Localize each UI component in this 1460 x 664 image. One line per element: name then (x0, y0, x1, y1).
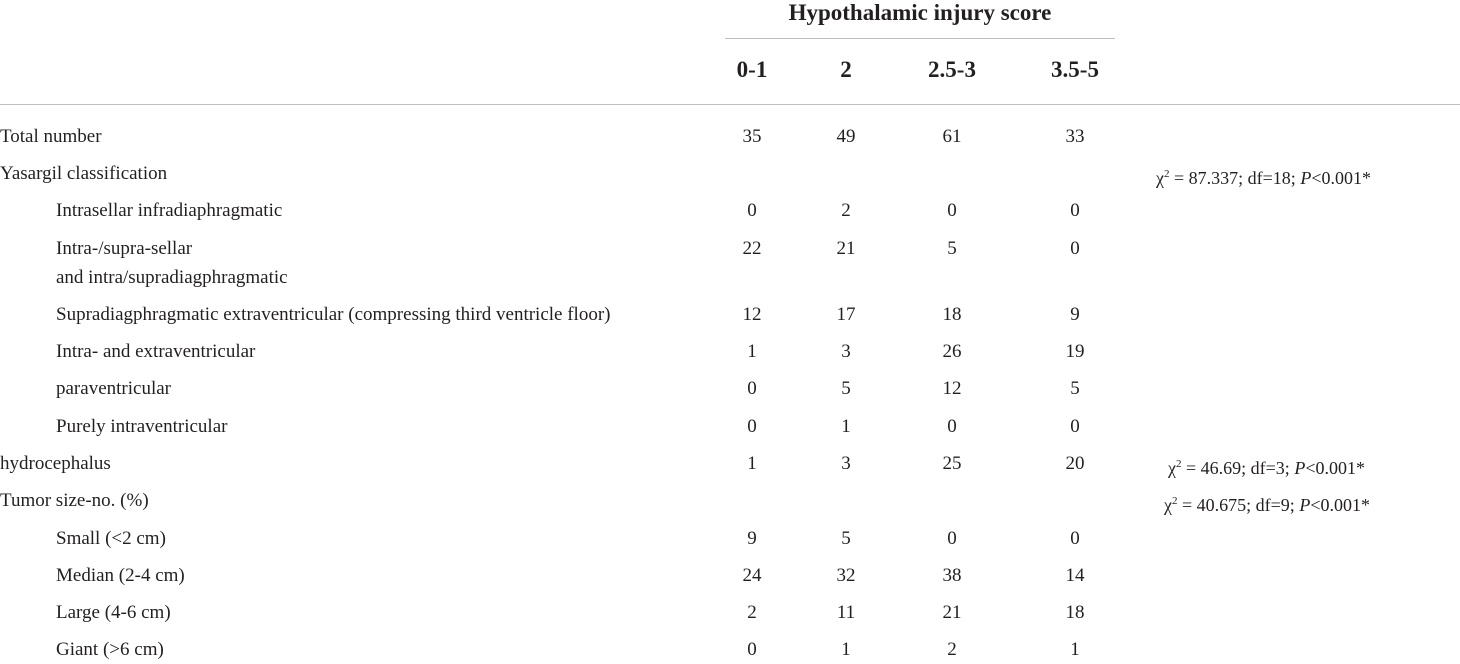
table-cell: 0 (747, 639, 757, 660)
table-cell: 5 (947, 238, 957, 259)
chi-symbol: χ (1156, 168, 1164, 188)
row-label: Small (<2 cm) (56, 528, 166, 549)
table-cell: 26 (942, 341, 962, 362)
table-cell: 17 (836, 304, 856, 325)
statistic-yasargil (1156, 160, 1371, 192)
table-cell: 21 (942, 602, 962, 623)
chi-symbol: χ (1164, 495, 1172, 515)
row-label: Yasargil classification (0, 163, 168, 184)
table-cell: 0 (747, 416, 757, 437)
column-header-3.5-5: 3.5-5 (1051, 57, 1099, 82)
table-cell: 12 (942, 378, 962, 399)
table-cell: 0 (1070, 200, 1080, 221)
table-cell: 33 (1065, 126, 1085, 147)
column-header-0-1: 0-1 (736, 57, 768, 82)
header-divider (0, 104, 1460, 105)
table-cell: 1 (747, 453, 757, 474)
statistic-hydrocephalus (1168, 450, 1365, 482)
table-cell: 1 (1070, 639, 1080, 660)
table-cell: 25 (942, 453, 962, 474)
table-cell: 18 (942, 304, 962, 325)
table-cell: 0 (947, 528, 957, 549)
table-cell: 35 (742, 126, 762, 147)
table-cell: 0 (747, 200, 757, 221)
stat-value: = 87.337; df=18; (1169, 168, 1301, 188)
stat-value: = 46.69; df=3; (1181, 458, 1295, 478)
table-cell: 2 (841, 200, 851, 221)
p-value: <0.001* (1305, 458, 1365, 478)
p-label: P (1299, 495, 1311, 515)
table-group-header: Hypothalamic injury score (725, 0, 1115, 39)
table-cell: 9 (747, 528, 757, 549)
table-cell: 12 (742, 304, 762, 325)
column-header-2.5-3: 2.5-3 (928, 57, 976, 82)
table-cell: 0 (947, 416, 957, 437)
chi-exponent: 2 (1164, 168, 1170, 180)
column-header-2: 2 (840, 57, 852, 82)
p-value: <0.001* (1311, 168, 1371, 188)
table-cell: 0 (947, 200, 957, 221)
row-label: paraventricular (56, 378, 171, 399)
table-cell: 0 (1070, 238, 1080, 259)
table-cell: 20 (1065, 453, 1085, 474)
table-cell: 0 (1070, 528, 1080, 549)
table-cell: 0 (1070, 416, 1080, 437)
table-cell: 5 (1070, 378, 1080, 399)
table-cell: 1 (841, 416, 851, 437)
row-label: Total number (0, 126, 102, 147)
stat-value: = 40.675; df=9; (1177, 495, 1300, 515)
p-label: P (1294, 458, 1306, 478)
row-label: Intra- and extraventricular (56, 341, 256, 362)
row-label: Intra-/supra-sellar (56, 238, 193, 259)
row-label: Supradiagphragmatic extraventricular (compressing third ventricle floor) (56, 304, 611, 325)
table-cell: 61 (942, 126, 962, 147)
table-cell: 38 (942, 565, 962, 586)
row-label: Purely intraventricular (56, 416, 228, 437)
row-label: Giant (>6 cm) (56, 639, 164, 660)
table-cell: 2 (747, 602, 757, 623)
row-label: Intrasellar infradiaphragmatic (56, 200, 283, 221)
table-cell: 3 (841, 341, 851, 362)
table-cell: 21 (836, 238, 856, 259)
table-cell: 32 (836, 565, 856, 586)
p-label: P (1300, 168, 1312, 188)
table-cell: 24 (742, 565, 762, 586)
statistic-tumor-size (1164, 487, 1370, 519)
table-cell: 19 (1065, 341, 1085, 362)
table-cell: 22 (742, 238, 762, 259)
table-cell: 1 (841, 639, 851, 660)
table-cell: 2 (947, 639, 957, 660)
table-cell: 11 (836, 602, 856, 623)
table-cell: 1 (747, 341, 757, 362)
table-cell: 49 (836, 126, 856, 147)
table-cell: 3 (841, 453, 851, 474)
p-value: <0.001* (1310, 495, 1370, 515)
row-label: Large (4-6 cm) (56, 602, 171, 623)
table-cell: 5 (841, 528, 851, 549)
chi-exponent: 2 (1172, 495, 1178, 507)
row-label-continued: and intra/supradiagphragmatic (56, 267, 288, 288)
table-cell: 0 (747, 378, 757, 399)
chi-symbol: χ (1168, 458, 1176, 478)
row-label: Median (2-4 cm) (56, 565, 185, 586)
chi-exponent: 2 (1176, 458, 1182, 470)
table-cell: 18 (1065, 602, 1085, 623)
table-cell: 14 (1065, 565, 1085, 586)
row-label: Tumor size-no. (%) (0, 490, 149, 511)
table-cell: 9 (1070, 304, 1080, 325)
row-label: hydrocephalus (0, 453, 111, 474)
table-cell: 5 (841, 378, 851, 399)
